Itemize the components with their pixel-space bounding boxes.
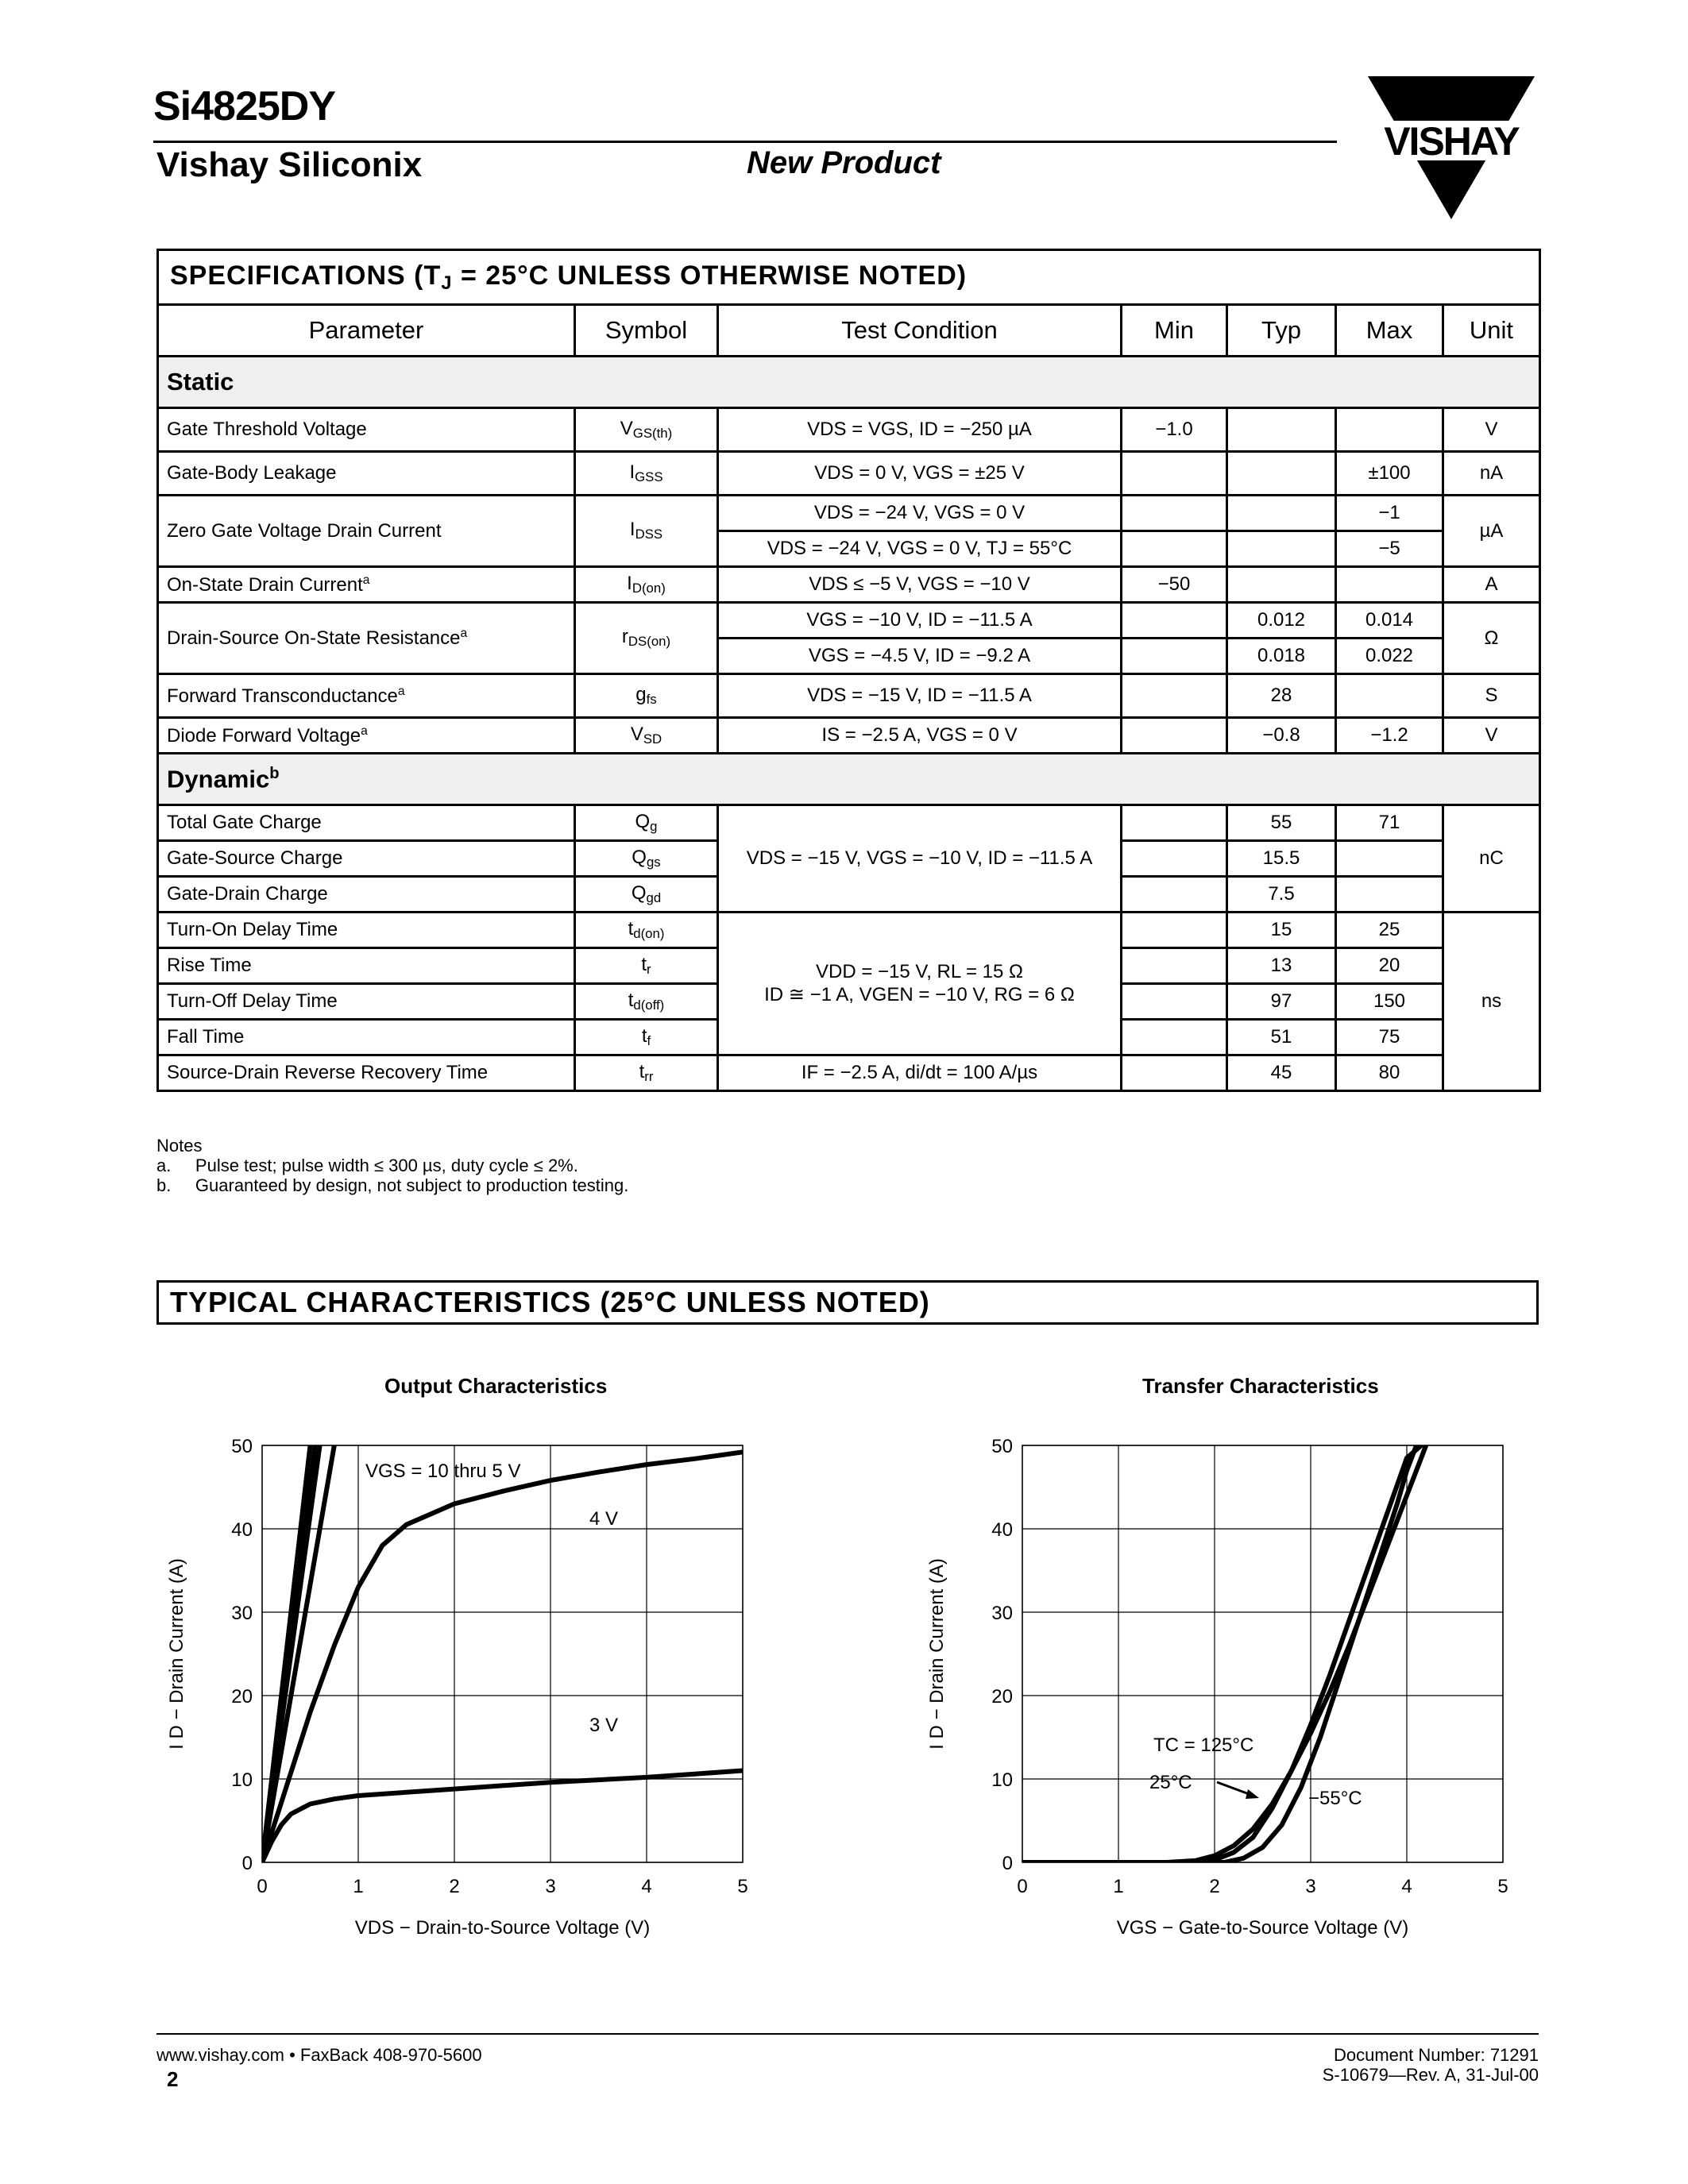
col-header-test-condition: Test Condition <box>718 305 1122 357</box>
table-row: Source-Drain Reverse Recovery Time $t_{rr}$ IF = −2.5 A, di/dt = 100 A/µs 45 80 <box>158 1055 1540 1091</box>
table-row: Gate-Drain Charge $Q_{gd}$ 7.5 <box>158 877 1540 913</box>
table-row: Turn-On Delay Time $t_{d(on)}$ VDD = −15 V, RL = 15 Ω ID ≅ −1 A, VGEN = −10 V, RG = 6 Ω 15 25 ns <box>158 913 1540 948</box>
transfer-characteristics-chart <box>911 1406 1547 1939</box>
table-row: Gate Threshold Voltage $V_{GS(th)}$ VDS = VGS, ID = −250 µA −1.0 V <box>158 408 1540 452</box>
table-row: Fall Time $t_f$ 51 75 <box>158 1020 1540 1055</box>
x-tick-label: 5 <box>737 1876 748 1897</box>
table-row: Turn-Off Delay Time $t_{d(off)}$ 97 150 <box>158 984 1540 1020</box>
product-status: New Product <box>747 145 941 180</box>
table-row: Diode Forward Voltage$^a$ $V_{SD}$ IS = −2.5 A, VGS = 0 V −0.8 −1.2 V <box>158 718 1540 754</box>
x-tick-label: 3 <box>545 1876 556 1897</box>
x-tick-label: 1 <box>1113 1876 1124 1897</box>
page-number: 2 <box>167 2067 179 2091</box>
x-tick-label: 0 <box>1017 1876 1028 1897</box>
annotation-25c-arrow <box>1217 1782 1251 1795</box>
logo-text: VISHAY <box>1384 119 1519 164</box>
table-row: On-State Drain Current$^a$ $I_{D(on)}$ VDS ≤ −5 V, VGS = −10 V −50 A <box>158 567 1540 603</box>
specifications-title: SPECIFICATIONS ($T_J = 25^\circ C$ UNLESS OTHERWISE NOTED) <box>158 250 1540 305</box>
series-line <box>1022 1445 1426 1862</box>
x-tick-label: 5 <box>1497 1876 1508 1897</box>
notes <box>156 1136 628 1195</box>
col-header-unit: Unit <box>1443 305 1540 357</box>
y-tick-label: 0 <box>1002 1853 1013 1874</box>
header-rule <box>153 141 1337 143</box>
transfer-chart-title: Transfer Characteristics <box>1142 1374 1379 1398</box>
table-row: Drain-Source On-State Resistance$^a$ $r_{DS(on)}$ VGS = −10 V, ID = −11.5 A VGS = −4.5 V, ID = −9.2 A 0.012 0.018 0.014 0.022 Ω <box>158 603 1540 674</box>
y-tick-label: 30 <box>231 1603 253 1624</box>
y-axis-label: I D − Drain Current (A) <box>926 1558 948 1750</box>
col-header-min: Min <box>1122 305 1227 357</box>
y-tick-label: 30 <box>991 1603 1013 1624</box>
table-row: Zero Gate Voltage Drain Current $I_{DSS}$ VDS = −24 V, VGS = 0 V VDS = −24 V, VGS = 0 V, TJ = 55°C −1 −5 µA <box>158 496 1540 567</box>
y-tick-label: 0 <box>241 1853 253 1874</box>
notes-heading: Notes <box>156 1136 203 1156</box>
y-tick-label: 10 <box>991 1769 1013 1791</box>
x-axis-label: VDS − Drain-to-Source Voltage (V) <box>354 1917 651 1939</box>
output-chart-title: Output Characteristics <box>384 1374 608 1398</box>
x-tick-label: 3 <box>1305 1876 1316 1897</box>
y-tick-label: 20 <box>231 1686 253 1707</box>
y-axis-label: I D − Drain Current (A) <box>166 1558 187 1750</box>
annotation-125c: TC = 125°C <box>1153 1734 1254 1756</box>
note-b: b. Guaranteed by design, not subject to production testing. <box>156 1175 629 1195</box>
table-row: Total Gate Charge $Q_g$ VDS = −15 V, VGS = −10 V, ID = −11.5 A 55 71 nC <box>158 805 1540 841</box>
y-tick-label: 10 <box>231 1769 253 1791</box>
output-characteristics-chart <box>151 1406 786 1939</box>
group-static: Static <box>158 357 1540 408</box>
footer-rule <box>156 2033 1539 2035</box>
plot-frame <box>1022 1445 1503 1862</box>
x-tick-label: 0 <box>257 1876 268 1897</box>
arrowhead-icon <box>1246 1789 1259 1799</box>
group-dynamic: Dynamic$^b$ <box>158 754 1540 805</box>
part-number: Si4825DY <box>153 83 336 129</box>
footer-website: www.vishay.com • FaxBack 408-970-5600 <box>156 2045 482 2065</box>
x-tick-label: 2 <box>1209 1876 1220 1897</box>
annotation-vgs-10-5: VGS = 10 thru 5 V <box>365 1461 521 1482</box>
col-header-parameter: Parameter <box>158 305 575 357</box>
typical-characteristics-header: TYPICAL CHARACTERISTICS (25°C UNLESS NOTED) <box>156 1280 1539 1325</box>
switching-condition: VDD = −15 V, RL = 15 Ω ID ≅ −1 A, VGEN = −10 V, RG = 6 Ω <box>718 913 1122 1055</box>
table-row: Forward Transconductance$^a$ $g_{fs}$ VDS = −15 V, ID = −11.5 A 28 S <box>158 674 1540 718</box>
table-row: Rise Time $t_r$ 13 20 <box>158 948 1540 984</box>
table-row: Gate-Body Leakage $I_{GSS}$ VDS = 0 V, VGS = ±25 V ±100 nA <box>158 452 1540 496</box>
x-tick-label: 4 <box>641 1876 652 1897</box>
x-tick-label: 4 <box>1401 1876 1412 1897</box>
y-tick-label: 40 <box>991 1519 1013 1541</box>
col-header-max: Max <box>1336 305 1443 357</box>
y-tick-label: 50 <box>231 1436 253 1457</box>
specifications-table <box>156 249 1541 1092</box>
x-tick-label: 2 <box>449 1876 460 1897</box>
y-tick-label: 50 <box>991 1436 1013 1457</box>
revision: S-10679—Rev. A, 31-Jul-00 <box>1322 2065 1539 2085</box>
y-tick-label: 20 <box>991 1686 1013 1707</box>
col-header-typ: Typ <box>1227 305 1336 357</box>
col-header-symbol: Symbol <box>575 305 718 357</box>
manufacturer: Vishay Siliconix <box>156 145 423 184</box>
note-a: a. Pulse test; pulse width ≤ 300 µs, duty cycle ≤ 2%. <box>156 1156 578 1175</box>
document-number: Document Number: 71291 <box>1333 2045 1539 2065</box>
gate-charge-condition: VDS = −15 V, VGS = −10 V, ID = −11.5 A <box>718 805 1122 913</box>
table-row: Gate-Source Charge $Q_{gs}$ 15.5 <box>158 841 1540 877</box>
annotation-4v: 4 V <box>589 1508 619 1530</box>
annotation-3v: 3 V <box>589 1715 619 1736</box>
x-axis-label: VGS − Gate-to-Source Voltage (V) <box>1116 1917 1409 1939</box>
annotation-25c: 25°C <box>1149 1772 1192 1793</box>
y-tick-label: 40 <box>231 1519 253 1541</box>
vishay-logo <box>1368 76 1535 222</box>
series-line <box>262 1771 743 1863</box>
x-tick-label: 1 <box>353 1876 364 1897</box>
annotation-minus55c: −55°C <box>1308 1788 1362 1809</box>
